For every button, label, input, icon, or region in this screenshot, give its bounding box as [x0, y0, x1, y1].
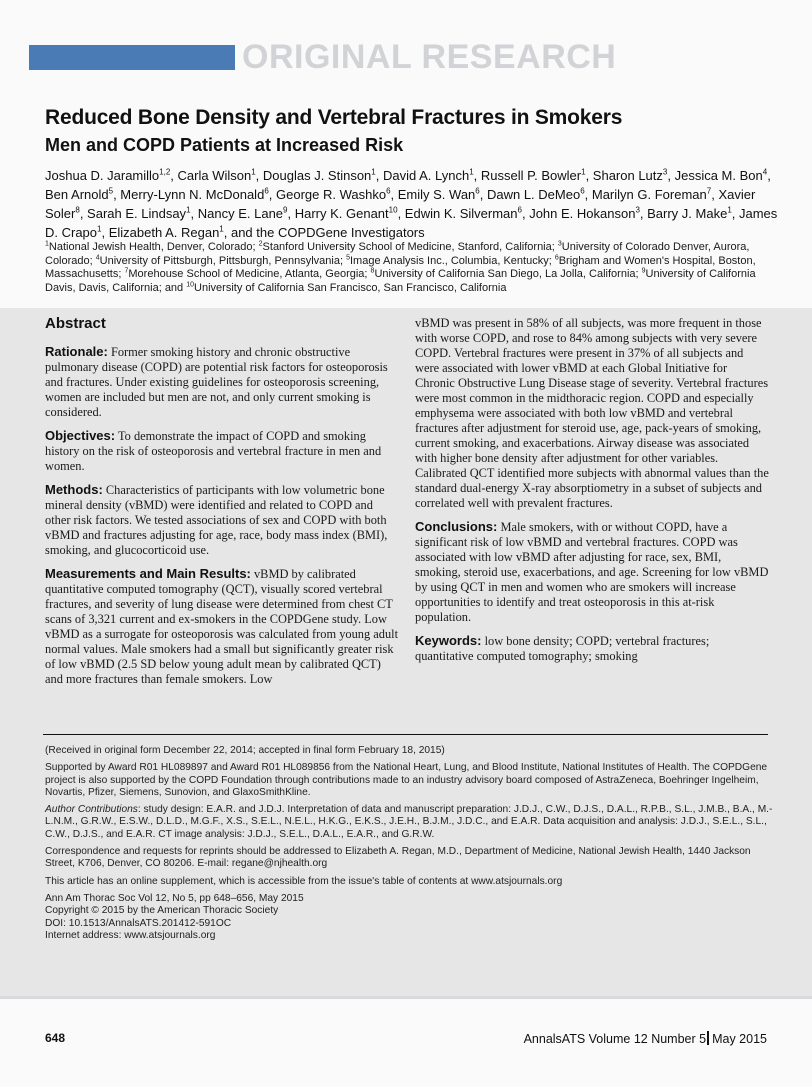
abstract-right-column	[415, 316, 770, 672]
citation-line: Ann Am Thorac Soc Vol 12, No 5, pp 648–656, May 2015	[45, 892, 304, 904]
affiliation-text: University of California San Francisco, San Francisco, California	[194, 281, 507, 294]
section-banner-bar	[29, 45, 235, 70]
affiliation-text: Morehouse School of Medicine, Atlanta, Georgia;	[128, 268, 371, 280]
objectives-text: To demonstrate the impact of COPD and smoking history on the risk of osteoporosis and vertebral fracture in men and women.	[45, 429, 382, 473]
affiliation-number: 3	[557, 240, 562, 248]
section-divider	[43, 734, 768, 735]
abstract-conclusions	[415, 519, 770, 625]
author-name: George R. Washko	[276, 187, 387, 202]
affiliation-marker: 1	[727, 205, 732, 215]
affiliation-text: University of Colorado Denver, Aurora, Colorado;	[45, 241, 750, 267]
affiliation-number: 6	[554, 253, 559, 261]
affiliation-marker: 1	[251, 167, 256, 177]
author-name: Russell P. Bowler	[480, 168, 582, 183]
rationale-text: Former smoking history and chronic obstructive pulmonary disease (COPD) are potential risk factors for osteoporosis and fractures. Under existing guidelines for osteoporosis screening, women are included but men are not, and only current smoking is considered.	[45, 345, 388, 419]
abstract-methods	[45, 482, 400, 558]
affiliation-marker: 6	[386, 186, 391, 196]
affiliation-number: 1	[45, 240, 49, 248]
separator-bar	[707, 1031, 709, 1045]
journal-date: May 2015	[712, 1032, 767, 1046]
methods-label: Methods:	[45, 482, 103, 497]
citation-block	[45, 893, 775, 942]
keywords-text: low bone density; COPD; vertebral fractures; quantitative computed tomography; smoking	[415, 634, 710, 663]
conclusions-label: Conclusions:	[415, 519, 498, 534]
affiliation-marker: 3	[635, 205, 640, 215]
author-list: Joshua D. Jaramillo$^{1,2}$, Carla Wilson$^1$, Douglas J. Stinson$^1$, David A. Lynch$^1$, Russell P. Bowler$^1$, Sharon Lutz$^3$, Jessica M. Bon$^4$, Ben Arnold$^5$, Merry-Lynn N. McDonald$^6$, George R. Washko$^6$, Emily S. Wan$^6$, Dawn L. DeMeo$^6$, Marilyn G. Foreman$^7$, Xavier Soler$^8$, Sarah E. Lindsay$^1$, Nancy E. Lane$^9$, Harry K. Genant$^{10}$, Edwin K. Silverman$^6$, John E. Hokanson$^3$, Barry J. Make$^1$, James D. Crapo$^1$, Elizabeth A. Regan$^1$, and the COPDGene Investigators	[45, 167, 778, 240]
contributions-text: : study design: E.A.R. and J.D.J. Interpretation of data and manuscript preparation: J.D.J., C.W., D.J.S., D.A.L., R.P.B., S.L., J.M.B., B.A., M.-L.N.M., G.R.W., E.S.W., D.L.D., M.G.F., X.S., S.E.L., N.E.L., H.K.G., E.K.S., J.E.H., B.J.M., J.D.C., and E.A.R. Data acquisition and analysis: J.D.J., S.E.L., S.L., C.W., D.J.S., and E.A.R. CT image analysis: J.D.J., S.E.L., D.A.L., E.A.R., and G.R.W.	[45, 804, 773, 840]
affiliation-marker: 6	[475, 186, 480, 196]
affiliation-marker: 1	[219, 224, 224, 234]
footer-divider	[0, 996, 812, 999]
rationale-label: Rationale:	[45, 344, 108, 359]
author-group: , and the COPDGene Investigators	[223, 225, 425, 240]
affiliation-marker: 10	[388, 205, 398, 215]
author-name: Merry-Lynn N. McDonald	[120, 187, 265, 202]
affiliation-number: 8	[370, 267, 375, 275]
affiliation-text: Brigham and Women's Hospital, Boston, Massachusetts;	[45, 254, 756, 280]
article-title: Reduced Bone Density and Vertebral Fractures in Smokers	[45, 106, 623, 129]
methods-text: Characteristics of participants with low volumetric bone mineral density (vBMD) were identified and related to COPD and other risk factors. We tested associations of sex and COPD with both vBMD and fractures adjusting for age, race, body mass index (BMI), smoking, and glucocorticoid use.	[45, 483, 388, 557]
keywords-label: Keywords:	[415, 633, 482, 648]
author-name: John E. Hokanson	[529, 206, 636, 221]
affiliation-list	[45, 241, 775, 295]
abstract-heading: Abstract	[45, 315, 106, 332]
correspondence: Correspondence and requests for reprints should be addressed to Elizabeth A. Regan, M.D., Department of Medicine, National Jewish Health, 1440 Jackson Street, K706, Denver, CO 80206. E-mail: regane@njhealth.org	[45, 846, 751, 870]
affiliation-number: 9	[641, 267, 646, 275]
affiliation-marker: 1	[469, 167, 474, 177]
contributions-label: Author Contributions	[45, 804, 138, 816]
author-name: Xavier Soler	[45, 187, 756, 221]
section-label: ORIGINAL RESEARCH	[242, 38, 617, 76]
results-label: Measurements and Main Results:	[45, 566, 251, 581]
affiliation-marker: 9	[283, 205, 288, 215]
journal-volume: AnnalsATS Volume 12 Number 5	[523, 1032, 707, 1046]
affiliation-marker: 6	[580, 186, 585, 196]
affiliation-text: Stanford University School of Medicine, Stanford, California;	[262, 241, 558, 253]
doi-line: DOI: 10.1513/AnnalsATS.201412-591OC	[45, 917, 232, 929]
affiliation-text: Image Analysis Inc., Columbia, Kentucky;	[349, 254, 555, 267]
affiliation-marker: 1	[371, 167, 376, 177]
affiliation-number: 2	[258, 240, 263, 248]
supplement-note: This article has an online supplement, which is accessible from the issue's table of contents at www.atsjournals.org	[45, 875, 563, 887]
abstract-results	[45, 566, 400, 687]
author-name: Sharon Lutz	[592, 168, 663, 183]
affiliation-number: 7	[124, 267, 129, 275]
internet-address-line: Internet address: www.atsjournals.org	[45, 929, 216, 941]
affiliation-marker: 5	[108, 186, 114, 196]
author-name: Sarah E. Lindsay	[87, 206, 187, 221]
author-name: Harry K. Genant	[294, 206, 389, 221]
affiliation-marker: 1,2	[159, 167, 171, 177]
received-dates: (Received in original form December 22, 2014; accepted in final form February 18, 2015)	[45, 745, 445, 756]
author-name: Dawn L. DeMeo	[486, 187, 581, 202]
abstract-rationale	[45, 344, 400, 420]
author-name: James D. Crapo	[45, 206, 778, 240]
author-name: Ben Arnold	[45, 187, 109, 202]
page-number: 648	[45, 1031, 66, 1045]
abstract-results-continued: vBMD was present in 58% of all subjects, was more frequent in those with worse COPD, and rose to 84% among subjects with very severe COPD. Vertebral fractures were present in 37% of all subjects and were associated with lower vBMD at each Global Initiative for Chronic Obstructive Lung Disease stage of severity. Vertebral fractures were most common in the midthoracic region. COPD and especially emphysema were associated with both low vBMD and vertebral fractures after adjustment for steroid use, age, pack-years of smoking, current smoking, and exacerbations. Airway disease was associated with higher bone density after adjustment for other variables. Calibrated QCT identified more subjects with abnormal values than the standard dual-energy X-ray absorptiometry in a subset of subjects and correlated well with prevalent fractures.	[415, 316, 769, 510]
author-name: Joshua D. Jaramillo	[45, 168, 160, 183]
affiliation-text: University of Pittsburgh, Pittsburgh, Pennsylvania;	[99, 254, 347, 267]
affiliation-marker: 3	[662, 167, 668, 177]
journal-issue	[524, 1031, 767, 1046]
author-contributions	[45, 804, 775, 841]
affiliation-marker: 1	[97, 224, 102, 234]
author-name: Edwin K. Silverman	[404, 206, 518, 221]
article-notes	[45, 745, 775, 942]
author-name: Carla Wilson	[177, 168, 252, 183]
affiliation-marker: 6	[517, 205, 522, 215]
copyright-line: Copyright © 2015 by the American Thoracic Society	[45, 905, 279, 917]
affiliation-number: 10	[186, 280, 195, 288]
affiliation-marker: 6	[264, 186, 269, 196]
affiliation-text: University of California San Diego, La Jolla, California;	[374, 268, 642, 280]
author-name: Jessica M. Bon	[674, 168, 763, 183]
affiliation-text: University of California Davis, Davis, California; and	[45, 268, 756, 294]
affiliation-marker: 7	[706, 186, 712, 196]
conclusions-text: Male smokers, with or without COPD, have a significant risk of low vBMD and vertebral fractures. COPD was associated with low vBMD after adjusting for race, sex, BMI, smoking, steroid use, exacerbations, and age. Screening for low vBMD by using QCT in men and women who are smokers will increase opportunities to identify and treat osteoporosis in this at-risk population.	[415, 520, 769, 624]
abstract-keywords	[415, 633, 770, 664]
author-name: Douglas J. Stinson	[262, 168, 372, 183]
author-name: Marilyn G. Foreman	[591, 187, 707, 202]
funding-statement: Supported by Award R01 HL089897 and Award R01 HL089856 from the National Heart, Lung, and Blood Institute, National Institutes of Health. The COPDGene project is also supported by the COPD Foundation through contributions made to an industry advisory board composed of AstraZeneca, Boehringer Ingelheim, Novartis, Pfizer, Siemens, Sunovion, and GlaxoSmithKline.	[45, 762, 768, 798]
affiliation-number: 4	[95, 253, 100, 261]
affiliation-number: 5	[346, 253, 350, 261]
author-name: Emily S. Wan	[397, 187, 476, 202]
affiliation-marker: 1	[581, 167, 586, 177]
affiliation-text: National Jewish Health, Denver, Colorado;	[48, 241, 259, 253]
affiliation-marker: 8	[75, 205, 80, 215]
affiliation-marker: 4	[762, 167, 768, 177]
results-text: vBMD by calibrated quantitative computed tomography (QCT), visually scored vertebral fractures, and severity of lung disease were determined from chest CT scans of 3,321 current and ex-smokers in the COPDGene study. Low vBMD as a surrogate for osteoporosis was calculated from young adult normal values. Male smokers had a small but significantly greater risk of low vBMD (2.5 SD below young adult mean by calibrated QCT) and more fractures than female smokers. Low	[45, 567, 399, 686]
author-name: Elizabeth A. Regan	[108, 225, 220, 240]
objectives-label: Objectives:	[45, 428, 116, 443]
article-subtitle: Men and COPD Patients at Increased Risk	[45, 135, 404, 155]
affiliation-marker: 1	[186, 205, 191, 215]
author-name: David A. Lynch	[382, 168, 470, 183]
abstract-left-column	[45, 316, 400, 695]
author-name: Barry J. Make	[647, 206, 728, 221]
abstract-objectives	[45, 428, 400, 474]
author-name: Nancy E. Lane	[197, 206, 284, 221]
